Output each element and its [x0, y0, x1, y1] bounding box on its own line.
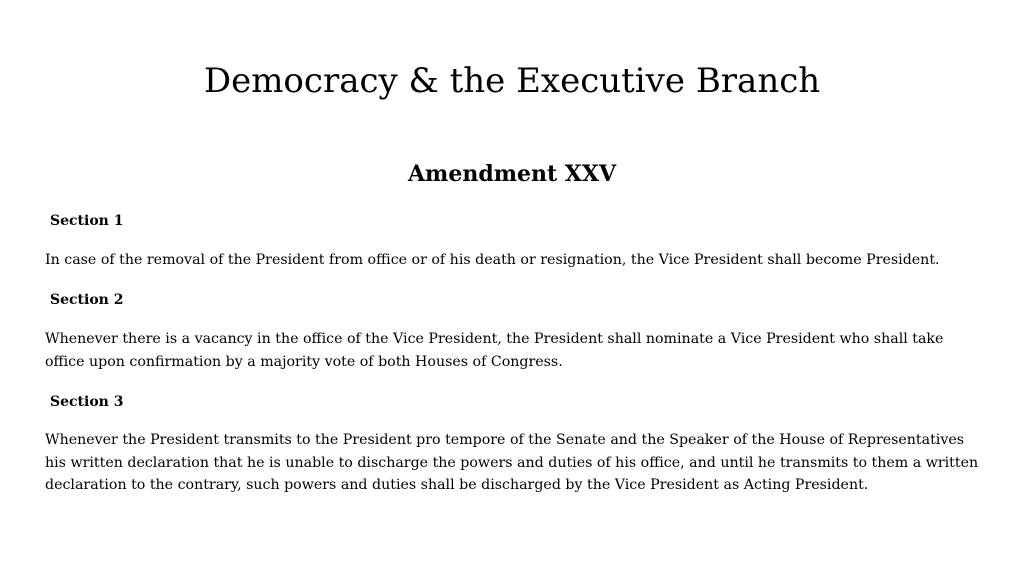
slide-title: Democracy & the Executive Branch — [203, 61, 821, 101]
amendment-heading: Amendment XXV — [407, 161, 617, 187]
section-2-heading: Section 2 — [50, 292, 124, 308]
section-2-text: Whenever there is a vacancy in the office of the Vice President, the President shall nominate a Vice President who shall take office upon confirmation by a majority vote of both Houses of Congress. — [45, 331, 944, 370]
section-3-heading: Section 3 — [50, 394, 124, 410]
section-1-text: In case of the removal of the President from office or of his death or resignation, the Vice President shall become President. — [45, 252, 940, 268]
section-3-text: Whenever the President transmits to the President pro tempore of the Senate and the Speaker of the House of Representatives his written declaration that he is unable to discharge the powers and duties of his office, and until he transmits to them a written declaration to the contrary, such powers and duties shall be discharged by the Vice President as Acting President. — [45, 432, 979, 493]
section-1-heading: Section 1 — [50, 213, 124, 229]
